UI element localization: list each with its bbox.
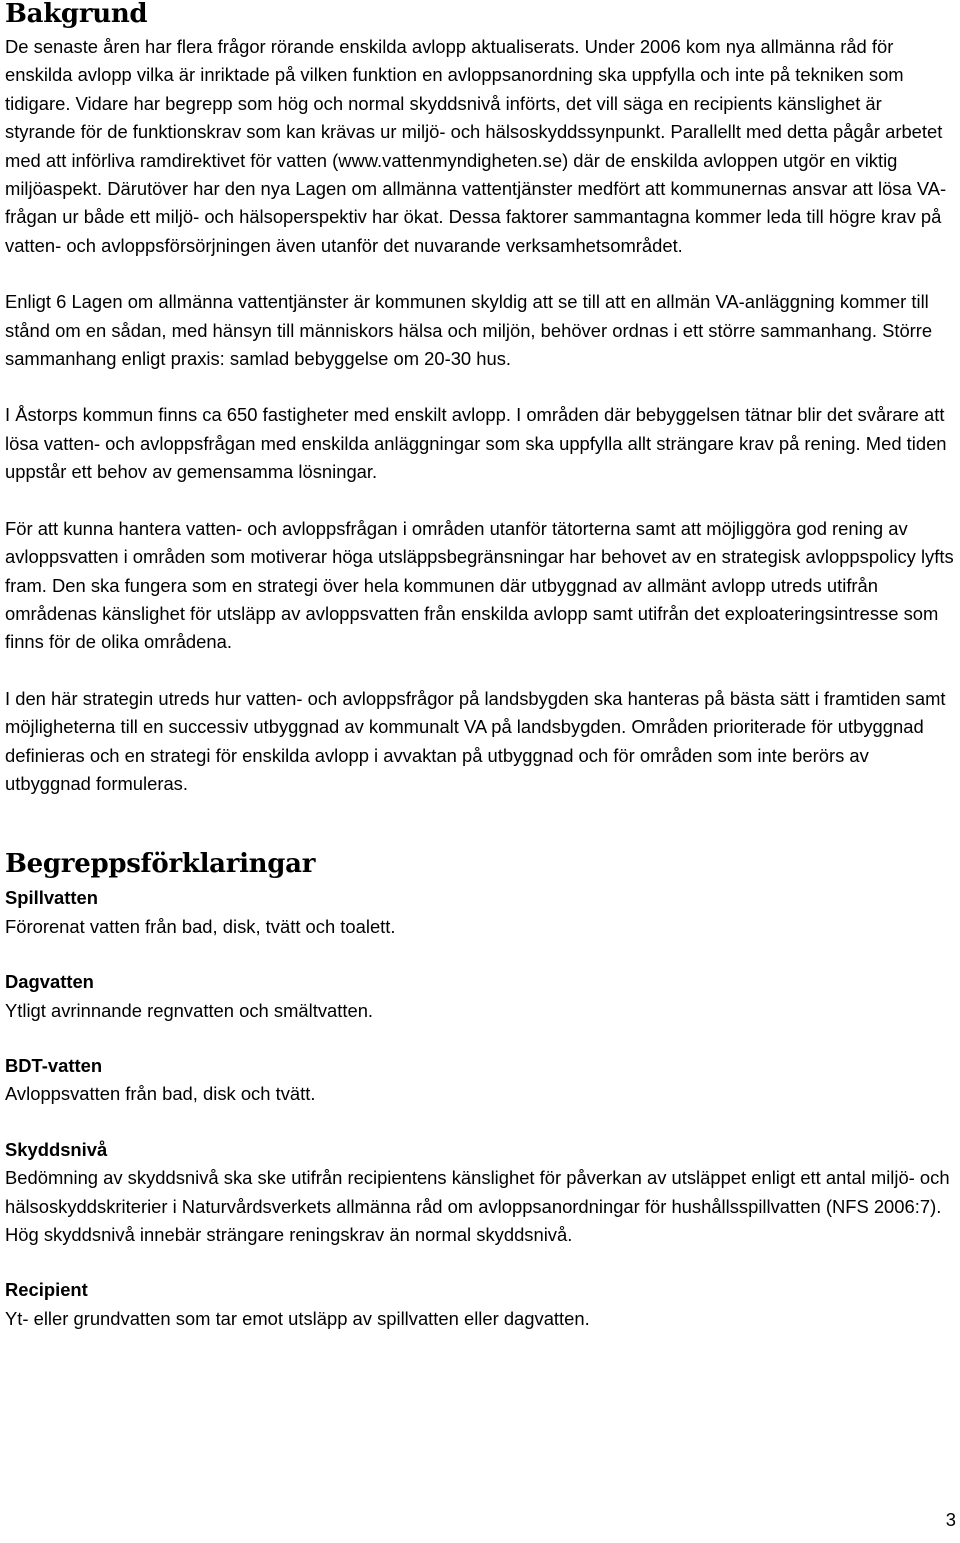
- document-body: [5, 0, 955, 1333]
- heading-begreppsforklaringar: Begreppsförklaringar: [5, 849, 316, 880]
- definition-spillvatten: [5, 884, 955, 941]
- term-definition: Ytligt avrinnande regnvatten och smältvatten.: [5, 999, 374, 1021]
- definition-skyddsniva: [5, 1136, 955, 1250]
- term-label: Skyddsnivå: [5, 1138, 108, 1160]
- definition-recipient: [5, 1276, 955, 1333]
- definition-bdt-vatten: [5, 1052, 955, 1109]
- term-label: Dagvatten: [5, 971, 94, 993]
- term-definition: Yt- eller grundvatten som tar emot utsläpp av spillvatten eller dagvatten.: [5, 1307, 590, 1329]
- bakgrund-paragraph-1: De senaste åren har flera frågor rörande enskilda avlopp aktualiserats. Under 2006 kom nya allmänna råd för enskilda avlopp vilka är inriktade på vilken funktion en avloppsanordning ska uppfylla och inte på tekniken som tidigare. Vidare har begrepp som hög och normal skyddsnivå införts, det vill säga en recipients känslighet är styrande för de funktionskrav som kan krävas ur miljö- och hälsoskyddssynpunkt. Parallellt med detta pågår arbetet med att införliva ramdirektivet för vatten (www.vattenmyndigheten.se) där de enskilda avloppen utgör en viktig miljöaspekt. Därutöver har den nya Lagen om allmänna vattentjänster medfört att kommunernas ansvar att lösa VA-frågan ur både ett miljö- och hälsoperspektiv har ökat. Dessa faktorer sammantagna kommer leda till högre krav på vatten- och avloppsförsörjningen även utanför det nuvarande verksamhetsområdet.: [5, 36, 947, 256]
- bakgrund-paragraph-5: I den här strategin utreds hur vatten- och avloppsfrågor på landsbygden ska hanteras på bästa sätt i framtiden samt möjligheterna till en successiv utbyggnad av kommunalt VA på landsbygden. Områden prioriterade för utbyggnad definieras och en strategi för enskilda avlopp i avvaktan på utbyggnad och för områden som inte berörs av utbyggnad formuleras.: [5, 687, 946, 794]
- bakgrund-paragraph-3: I Åstorps kommun finns ca 650 fastigheter med enskilt avlopp. I områden där bebyggelsen tätnar blir det svårare att lösa vatten- och avloppsfrågan med enskilda anläggningar som ska uppfylla allt strängare krav på rening. Med tiden uppstår ett behov av gemensamma lösningar.: [5, 404, 947, 483]
- term-label: Recipient: [5, 1279, 88, 1301]
- term-label: BDT-vatten: [5, 1054, 103, 1076]
- term-label: Spillvatten: [5, 887, 98, 909]
- heading-bakgrund: Bakgrund: [5, 0, 148, 29]
- term-definition: Förorenat vatten från bad, disk, tvätt och toalett.: [5, 915, 396, 937]
- bakgrund-paragraph-4: För att kunna hantera vatten- och avloppsfrågan i områden utanför tätorterna samt att möjliggöra god rening av avloppsvatten i områden som motiverar höga utsläppsbegränsningar har behovet av en strategisk avloppspolicy lyfts fram. Den ska fungera som en strategi över hela kommunen där utbyggnad av allmänt avlopp utreds utifrån områdenas känslighet för utsläpp av avloppsvatten från enskilda avlopp samt utifrån det exploateringsintresse som finns för de olika områdena.: [5, 517, 954, 653]
- page-number: 3: [945, 1509, 956, 1530]
- bakgrund-paragraph-2: Enligt 6 Lagen om allmänna vattentjänster är kommunen skyldig att se till att en allmän VA-anläggning kommer till stånd om en sådan, med hänsyn till människors hälsa och miljön, behöver ordnas i ett större sammanhang. Större sammanhang enligt praxis: samlad bebyggelse om 20-30 hus.: [5, 291, 933, 370]
- term-definition: Bedömning av skyddsnivå ska ske utifrån recipientens känslighet för påverkan av utsläppet enligt ett antal miljö- och hälsoskyddskriterier i Naturvårdsverkets allmänna råd om avloppsanordningar för hushållsspillvatten (NFS 2006:7). Hög skyddsnivå innebär strängare reningskrav än normal skyddsnivå.: [5, 1167, 950, 1245]
- term-definition: Avloppsvatten från bad, disk och tvätt.: [5, 1083, 316, 1105]
- definition-dagvatten: [5, 968, 955, 1025]
